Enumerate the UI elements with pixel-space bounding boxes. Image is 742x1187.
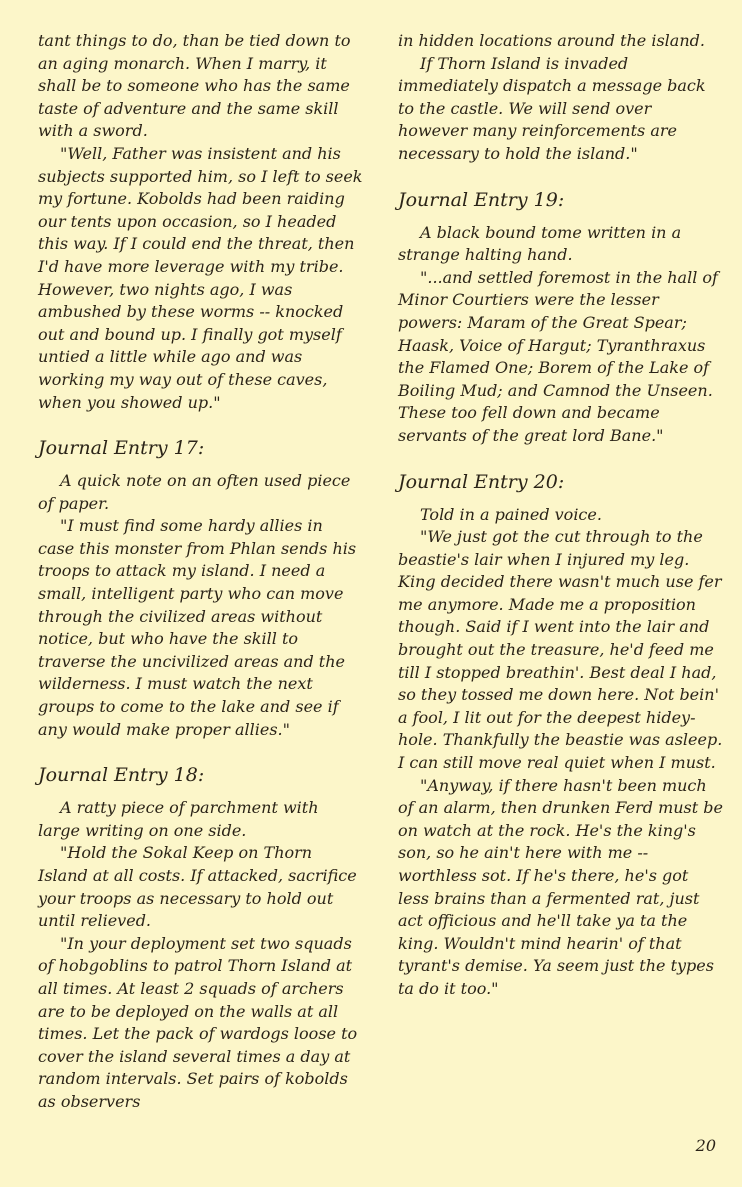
journal-entry-19-description: A black bound tome written in a strange halting hand. xyxy=(398,222,682,265)
journal-entry-17-title: Journal Entry 17: xyxy=(38,437,205,460)
right-column xyxy=(398,30,723,1001)
journal-entry-18-description: A ratty piece of parchment with large writing on one side. xyxy=(38,798,319,840)
entry-18-continuation: in hidden locations around the island. xyxy=(398,31,705,50)
journal-entry-20-description: Told in a pained voice. xyxy=(420,504,602,524)
entry-18-continuation: If Thorn Island is invaded immediately dispatch a message back to the castle. We will send over however many reinforcements are necessary to hold the island." xyxy=(398,53,706,163)
journal-entry-18-title: Journal Entry 18: xyxy=(38,764,205,787)
journal-entry-19-text: "...and settled foremost in the hall of Minor Courtiers were the lesser powers: Maram of the Great Spear; Haask, Voice of Hargut; Tyranthraxus the Flamed One; Borem of the Lake of Boiling Mud; and Camnod the Unseen. These too fell down and became servants of the great lord Bane." xyxy=(398,267,718,445)
journal-entry-19-title: Journal Entry 19: xyxy=(398,188,565,211)
intro-paragraph: "Well, Father was insistent and his subjects supported him, so I left to seek my fortune. Kobolds had been raiding our tents upon occasion, so I headed this way. If I could end the threat, then I'd have more leverage with my tribe. However, two nights ago, I was ambushed by these worms -- knocked out and bound up. I finally got myself untied a little while ago and was working my way out of these caves, when you showed up." xyxy=(38,143,363,412)
page-number: 20 xyxy=(695,1136,716,1155)
journal-entry-18-text: "Hold the Sokal Keep on Thorn Island at all costs. If attacked, sacrifice your troops as necessary to hold out until relieved. xyxy=(38,843,357,931)
journal-entry-20-title: Journal Entry 20: xyxy=(398,470,565,493)
journal-entry-20-text: "We just got the cut through to the beastie's lair when I injured my leg. King decided there wasn't much use fer me anymore. Made me a proposition though. Said if I went into the lair and brought out the treasure, he'd feed me till I stopped breathin'. Best deal I had, so they tossed me down here. Not bein' a fool, I lit out for the deepest hidey-hole. Thankfully the beastie was asleep. I can still move real quiet when I must. xyxy=(398,527,723,773)
intro-paragraph: tant things to do, than be tied down to an aging monarch. When I marry, it shall be to someone who has the same taste of adventure and the same skill with a sword. xyxy=(38,31,351,141)
left-column xyxy=(38,30,363,1114)
journal-entry-18-text: "In your deployment set two squads of hobgoblins to patrol Thorn Island at all times. At least 2 squads of archers are to be deployed on the walls at all times. Let the pack of wardogs loose to cover the island several times a day at random intervals. Set pairs of kobolds as observers xyxy=(38,933,358,1111)
journal-entry-17-text: "I must find some hardy allies in case this monster from Phlan sends his troops to attack my island. I need a small, intelligent party who can move through the civilized areas without notice, but who have the skill to traverse the uncivilized areas and the wilderness. I must watch the next groups to come to the lake and see if any would make proper allies." xyxy=(38,516,357,739)
journal-entry-17-description: A quick note on an often used piece of paper. xyxy=(38,471,351,513)
journal-entry-20-text: "Anyway, if there hasn't been much of an alarm, then drunken Ferd must be on watch at the rock. He's the king's son, so he ain't here with me -- worthless sot. If he's there, he's got less brains than a fermented rat, just act officious and he'll take ya ta the king. Wouldn't mind hearin' of that tyrant's demise. Ya seem just the types ta do it too." xyxy=(398,775,723,998)
